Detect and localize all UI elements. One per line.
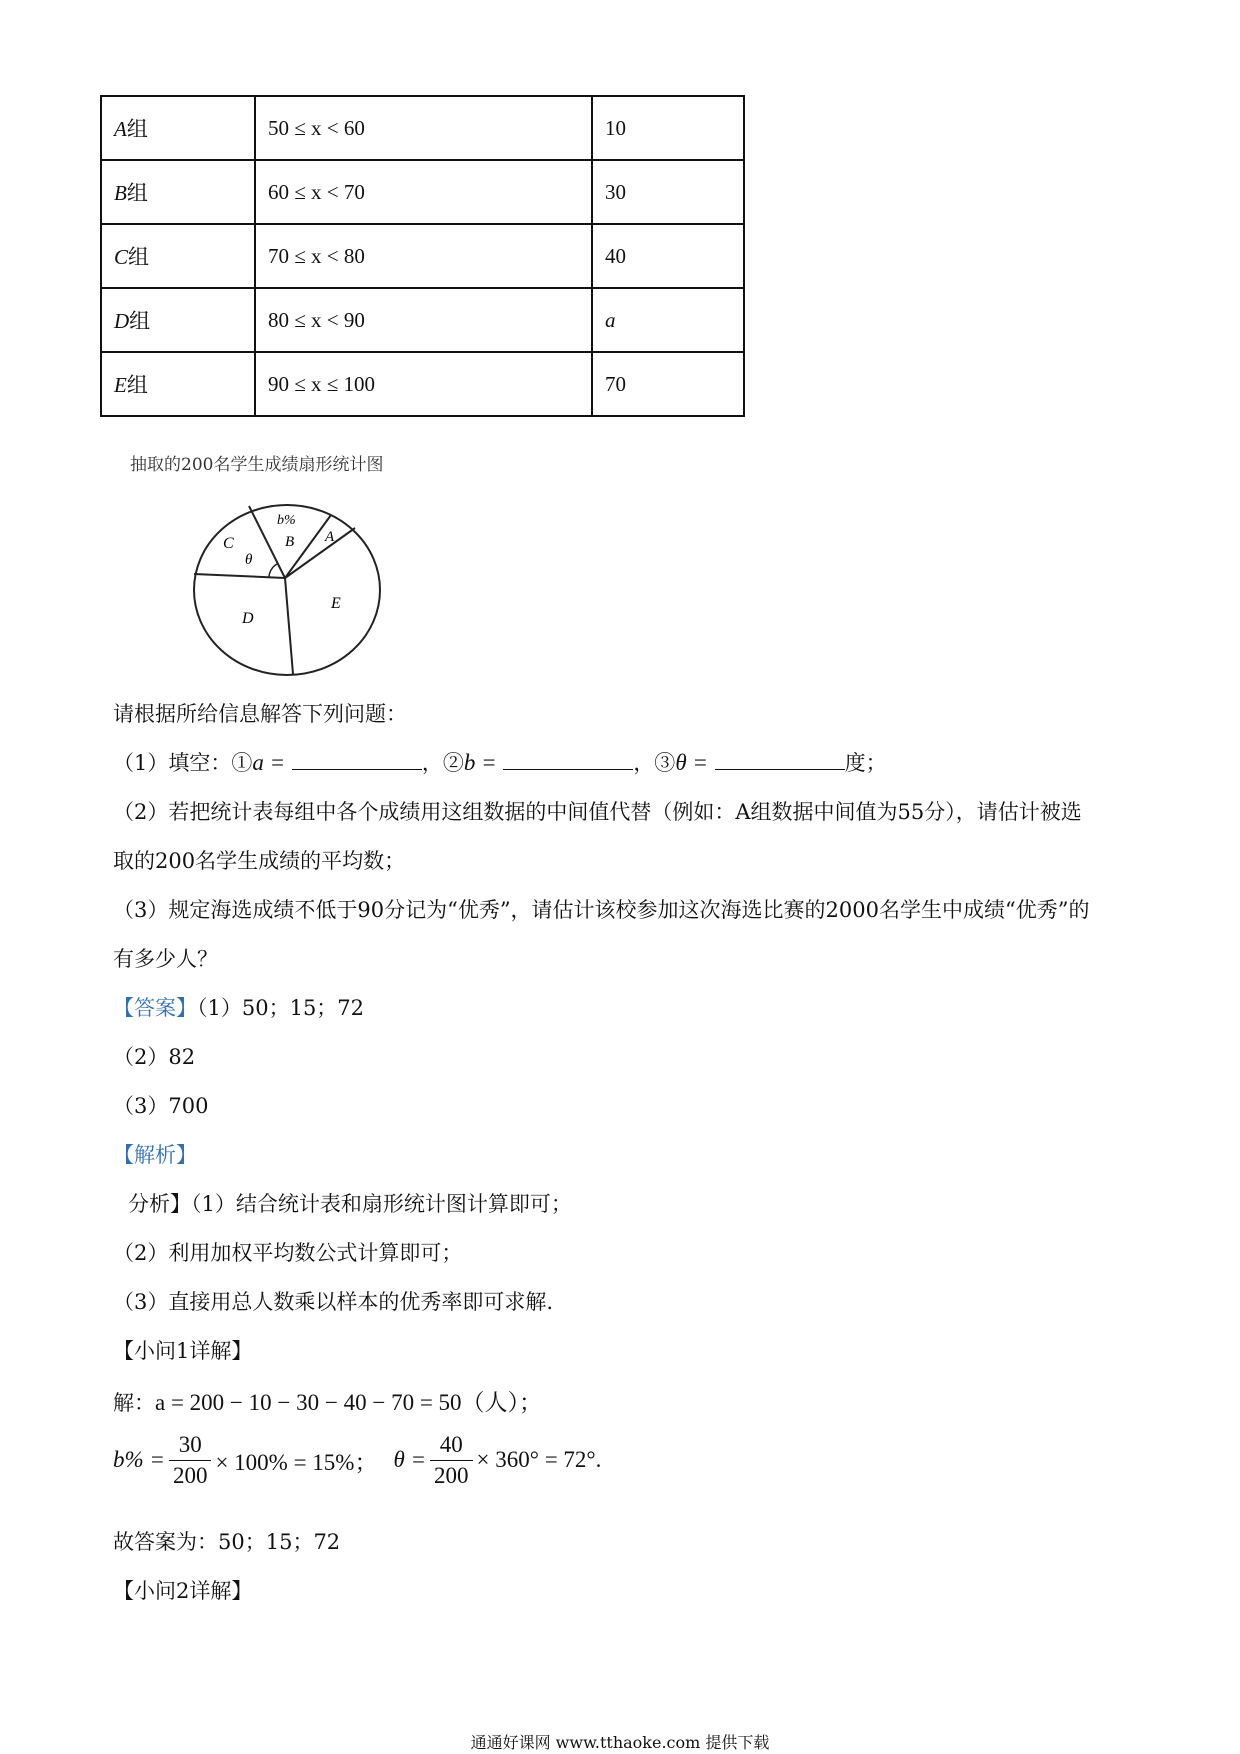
pie-divider-ed [285,578,293,674]
q1-theta-label: θ = [675,750,708,775]
fraction-equations [113,1425,601,1495]
pie-label-d: D [242,610,254,627]
pie-label-a: A [325,529,335,545]
pie-chart [185,490,395,680]
pie-label-theta: θ [245,552,253,568]
solution-prefix: 解： [113,1391,155,1415]
pie-label-c: C [223,535,234,552]
score-range-cell: 80 ≤ x < 90 [255,288,592,352]
b-percent-lhs: b% = [113,1447,165,1472]
score-range-cell: 60 ≤ x < 70 [255,160,592,224]
theta-rhs: × 360° = 72°. [476,1447,602,1472]
count-cell: 70 [592,352,744,416]
group-suffix: 组 [128,245,150,269]
theta-arc [269,564,277,577]
q1-a-label: a = [252,750,286,775]
answer-2: （2）82 [113,1045,196,1069]
pie-label-b-percent: b% [277,513,296,528]
table-row [101,352,744,416]
pie-title: 抽取的200名学生成绩扇形统计图 [130,455,384,475]
group-name-cell [101,96,255,160]
question-2-line2: 取的200名学生成绩的平均数； [113,849,406,873]
answer-3: （3）700 [113,1094,209,1118]
question-3-line1: （3）规定海选成绩不低于90分记为“优秀”，请估计该校参加这次海选比赛的2000名学生中成绩“优秀”的 [113,898,1090,922]
page-footer: 通通好课网 www.tthaoke.com 提供下载 [470,1733,770,1752]
group-suffix: 组 [129,309,151,333]
detail-1-solution [113,1384,542,1417]
group-table-body [101,96,744,416]
group-name-cell [101,288,255,352]
score-range-cell: 90 ≤ x ≤ 100 [255,352,592,416]
count-cell: 30 [592,160,744,224]
analysis-tag: 【解析】 [113,1143,197,1167]
b-fraction-numerator: 30 [169,1430,212,1461]
question-1 [113,747,887,777]
group-letter: E [114,373,127,397]
theta-lhs: θ = [393,1447,427,1472]
q1-b-blank[interactable] [503,749,633,770]
table-row [101,224,744,288]
group-name-cell [101,224,255,288]
group-suffix: 组 [126,117,148,141]
table-row [101,96,744,160]
detail-2-tag: 【小问2详解】 [113,1579,253,1603]
count-cell: a [592,288,744,352]
count-cell: 40 [592,224,744,288]
pie-divider-ae [285,528,355,578]
analysis-line-3: （3）直接用总人数乘以样本的优秀率即可求解. [113,1290,554,1314]
group-suffix: 组 [126,373,148,397]
group-suffix: 组 [126,181,148,205]
group-letter: B [114,181,127,205]
answer-1: （1）50；15；72 [197,996,365,1020]
detail-1-tag: 【小问1详解】 [113,1339,253,1363]
pie-label-b: B [285,534,295,550]
q1-b-label: b = [463,750,497,775]
q1-a-blank[interactable] [292,749,422,770]
q1-suffix: 度； [844,751,887,775]
answer-tag: 【答案】 [113,996,197,1020]
group-name-cell [101,352,255,416]
group-letter: C [114,245,129,269]
b-fraction-denominator: 200 [172,1462,208,1488]
pie-divider-dc [194,574,285,578]
count-cell: 10 [592,96,744,160]
table-row [101,288,744,352]
q1-sep1: ，② [421,751,464,775]
question-2-line1: （2）若把统计表每组中各个成绩用这组数据的中间值代替（例如：A组数据中间值为55分），请估计被选 [113,800,1082,824]
b-percent-rhs: × 100% = 15%； [215,1449,378,1475]
q1-theta-blank[interactable] [715,749,845,770]
answer-line-1 [113,992,364,1022]
theta-fraction [430,1430,473,1491]
analysis-line-2: （2）利用加权平均数公式计算即可； [113,1241,463,1265]
question-intro: 请根据所给信息解答下列问题： [113,702,407,726]
theta-fraction-numerator: 40 [430,1430,473,1461]
solution-equation: a = 200 − 10 − 30 − 40 − 70 = 50（人）； [155,1390,543,1415]
group-name-cell [101,160,255,224]
theta-fraction-denominator: 200 [434,1462,469,1488]
group-letter: D [114,309,130,333]
analysis-line-1: 分析】（1）结合统计表和扇形统计图计算即可； [128,1192,572,1216]
question-3-line2: 有多少人？ [113,947,218,971]
group-table [100,95,745,417]
b-fraction [169,1430,212,1491]
score-range-cell: 50 ≤ x < 60 [255,96,592,160]
score-range-cell: 70 ≤ x < 80 [255,224,592,288]
group-letter: A [114,117,127,141]
q1-sep2: ，③ [633,751,676,775]
detail-1-conclusion: 故答案为：50；15；72 [113,1530,341,1554]
q1-prefix: （1）填空：① [113,751,253,775]
pie-label-e: E [331,595,341,612]
table-row [101,160,744,224]
